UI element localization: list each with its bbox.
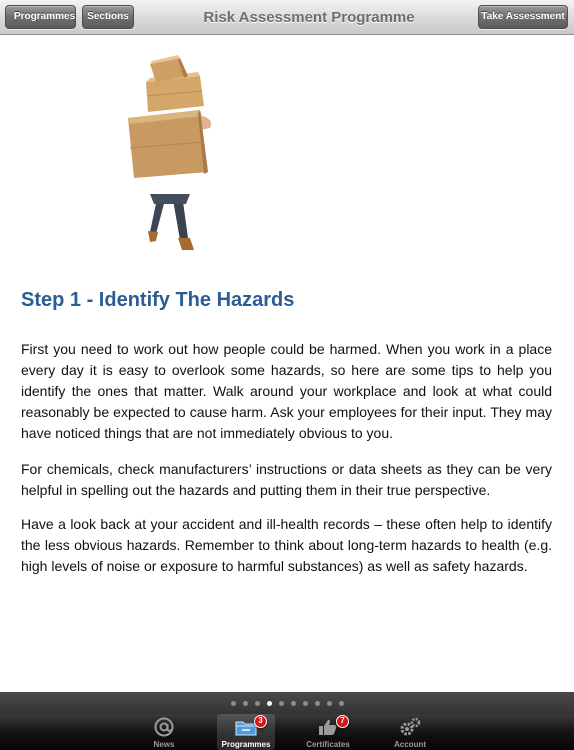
tab-programmes-label: Programmes — [221, 740, 271, 749]
tab-certificates-badge: 7 — [336, 715, 349, 728]
tab-news-label: News — [153, 740, 175, 749]
paragraph-2: For chemicals, check manufacturers’ instructions or data sheets as they can be very helpful in spelling out the hazards and putting them in their true perspective. — [21, 461, 552, 498]
section-heading: Step 1 - Identify The Hazards — [21, 289, 295, 311]
tab-news[interactable] — [135, 714, 193, 750]
take-assessment-button[interactable]: Take Assessment — [478, 5, 568, 29]
tab-programmes-badge: 3 — [254, 715, 267, 728]
person-carrying-boxes-image — [120, 54, 230, 264]
page-dots[interactable] — [231, 701, 344, 706]
tab-bar — [0, 714, 574, 750]
page-dot[interactable] — [339, 701, 344, 706]
page-dot[interactable] — [303, 701, 308, 706]
tab-account-label: Account — [394, 740, 426, 749]
sections-button[interactable]: Sections — [82, 5, 134, 29]
page-dot[interactable] — [291, 701, 296, 706]
page-dot[interactable] — [231, 701, 236, 706]
content-area[interactable] — [0, 36, 574, 692]
tab-certificates[interactable] — [299, 714, 357, 750]
page-title: Risk Assessment Programme — [203, 9, 415, 26]
at-sign-icon — [152, 717, 176, 737]
gears-icon — [398, 717, 422, 737]
tab-certificates-label: Certificates — [306, 740, 350, 749]
paragraph-3: Have a look back at your accident and ill-health records – these often help to identify the less obvious hazards. Remember to think about long-term hazards to health (e.g. high levels of noise or exposure to harmful substances) as well as safety hazards. — [21, 516, 552, 574]
programmes-back-button[interactable]: Programmes — [5, 5, 76, 29]
paragraph-1: First you need to work out how people could be harmed. When you work in a place every day it is easy to overlook some hazards, so here are some tips to help you identify the ones that matter. Walk around your workplace and look at what could reasonably be expected to cause harm. Ask your employees for their input. They may have noticed things that are not immediately obvious to you. — [21, 341, 552, 441]
page-dot[interactable] — [327, 701, 332, 706]
tab-account[interactable] — [381, 714, 439, 750]
page-dot[interactable] — [255, 701, 260, 706]
page-indicator[interactable] — [0, 692, 574, 714]
navigation-bar — [0, 0, 574, 35]
page-dot[interactable] — [315, 701, 320, 706]
tab-programmes[interactable] — [217, 714, 275, 750]
page-dot[interactable] — [279, 701, 284, 706]
page-dot[interactable] — [243, 701, 248, 706]
page-dot[interactable] — [267, 701, 272, 706]
